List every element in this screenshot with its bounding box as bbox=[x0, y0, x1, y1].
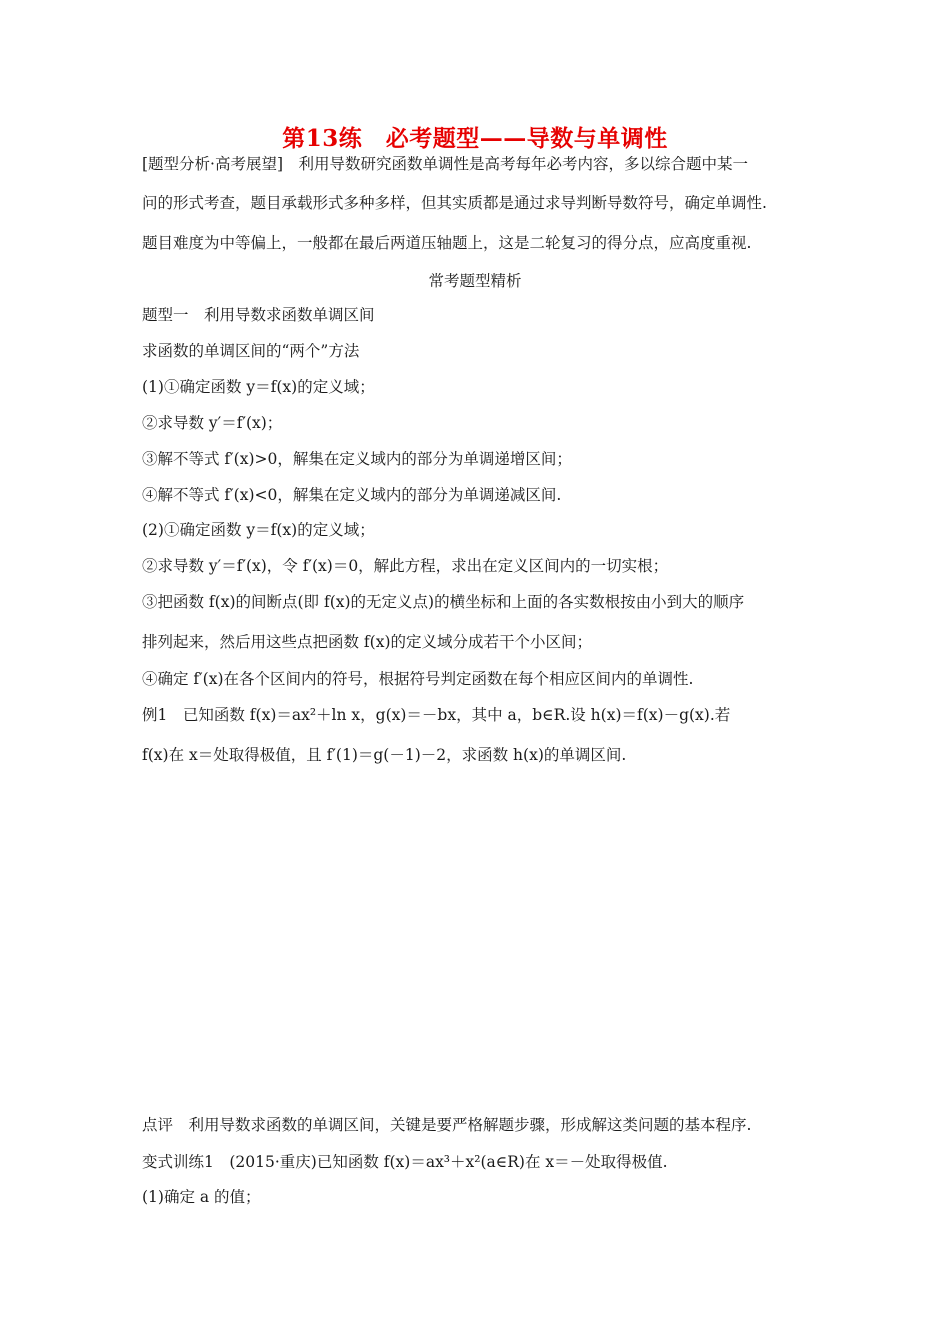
method2-step2: ②求导数 y′＝f′(x)，令 f′(x)＝0，解此方程，求出在定义区间内的一切实根； bbox=[142, 557, 669, 575]
method2-step4: ④确定 f′(x)在各个区间内的符号，根据符号判定函数在每个相应区间内的单调性. bbox=[142, 670, 694, 688]
example1-line-2: f(x)在 x＝处取得极值，且 f′(1)＝g(－1)－2，求函数 h(x)的单调区间. bbox=[142, 746, 627, 764]
comment-line: 点评 利用导数求函数的单调区间，关键是要严格解题步骤，形成解这类问题的基本程序. bbox=[142, 1116, 752, 1134]
exercise1-line: 变式训练1 (2015·重庆)已知函数 f(x)＝ax³＋x²(a∈R)在 x＝－处取得极值. bbox=[142, 1153, 668, 1171]
section-heading: 常考题型精析 bbox=[428, 272, 522, 290]
analysis-line-1: [题型分析·高考展望] 利用导数研究函数单调性是高考每年必考内容，多以综合题中某一 bbox=[142, 155, 749, 173]
exercise1-part1: (1)确定 a 的值； bbox=[142, 1188, 261, 1206]
analysis-line-2: 问的形式考查，题目承载形式多种多样，但其实质都是通过求导判断导数符号，确定单调性. bbox=[142, 194, 767, 212]
example1-line-1: 例1 已知函数 f(x)＝ax²＋ln x，g(x)＝－bx，其中 a，b∈R.设 h(x)＝f(x)－g(x).若 bbox=[142, 706, 731, 724]
method1-step2: ②求导数 y′＝f′(x)； bbox=[142, 414, 283, 432]
method2-step1: (2)①确定函数 y＝f(x)的定义域； bbox=[142, 521, 375, 539]
method2-step3: ③把函数 f(x)的间断点(即 f(x)的无定义点)的横坐标和上面的各实数根按由小到大的顺序 bbox=[142, 593, 745, 611]
method-intro: 求函数的单调区间的“两个”方法 bbox=[142, 342, 360, 360]
page-title: 第13练 必考题型——导数与单调性 bbox=[282, 125, 668, 152]
analysis-line-3: 题目难度为中等偏上，一般都在最后两道压轴题上，这是二轮复习的得分点，应高度重视. bbox=[142, 234, 752, 252]
method1-step3: ③解不等式 f′(x)>0，解集在定义域内的部分为单调递增区间； bbox=[142, 450, 572, 468]
topic-heading: 题型一 利用导数求函数单调区间 bbox=[142, 306, 375, 324]
method1-step4: ④解不等式 f′(x)<0，解集在定义域内的部分为单调递减区间. bbox=[142, 486, 562, 504]
method2-step3-cont: 排列起来，然后用这些点把函数 f(x)的定义域分成若干个小区间； bbox=[142, 633, 593, 651]
method1-step1: (1)①确定函数 y＝f(x)的定义域； bbox=[142, 378, 375, 396]
